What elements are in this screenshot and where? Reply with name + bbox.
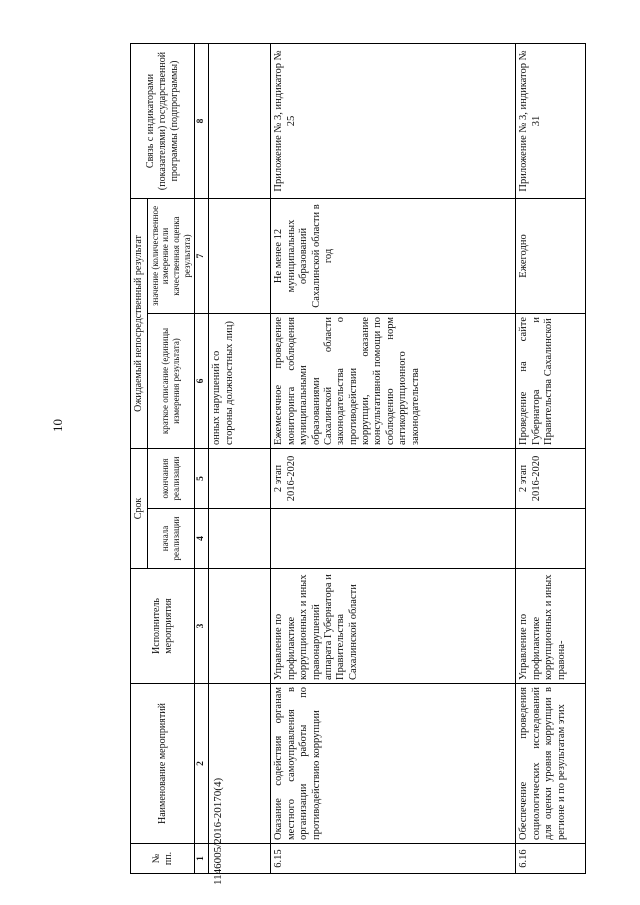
row-value: Не менее 12 муниципальных образований Сахалинской области в год [271,198,516,313]
header-result-value: значение (количественное измерение или качественная оценка результата) [147,198,194,313]
row-end [209,449,271,509]
row-value: Ежегодно [516,198,586,313]
header-num: № пп. [131,844,195,874]
row-value [209,198,271,313]
rotated-table-container [130,44,610,874]
row-start [209,509,271,569]
row-link: Приложение № 3, индикатор № 25 [271,43,516,198]
page-number: 10 [50,419,65,432]
row-num: 6.16 [516,844,586,874]
col-number: 4 [195,509,209,569]
measures-table [130,43,586,874]
header-name: Наименование мероприятий [131,684,195,844]
header-term-start: начала реализации [147,509,194,569]
col-number: 3 [195,569,209,684]
row-link: Приложение № 3, индикатор № 31 [516,43,586,198]
header-link: Связь с индикаторами (показателями) государственной программы (подпрограммы) [131,43,195,198]
table-row-6-15 [271,43,516,873]
row-name: Оказание содействия органам местного самоуправления в организации работы по противодействию коррупции [271,684,516,844]
table-row-6-16 [516,43,586,873]
row-desc: Проведение на сайте Губернатора и Правительства Сахалинской [516,314,586,449]
header-executor: Исполнитель мероприятия [131,569,195,684]
row-desc: Ежемесячное проведение мониторинга соблюдения муниципальными образованиями Сахалинской области законодательства о противодействии коррупции, оказание консультативной помощи по соблюдению норм антикоррупционного законодательства [271,314,516,449]
document-code: 1146005/2016-20170(4) [212,777,224,885]
header-row-1 [131,43,148,873]
row-num: 6.15 [271,844,516,874]
header-result: Ожидаемый непосредственный результат [131,198,148,448]
header-result-desc: краткое описание (единицы измерения результата) [147,314,194,449]
row-end: 2 этап 2016-2020 [271,449,516,509]
row-desc: онных нарушений со стороны должностных лиц) [209,314,271,449]
row-executor: Управление по профилактике коррупционных и иных правонарушений аппарата Губернатора и Правительства Сахалинской области [271,569,516,684]
row-executor: Управление по профилактике коррупционных и иных правона- [516,569,586,684]
col-number: 1 [195,844,209,874]
column-number-row [195,43,209,873]
col-number: 7 [195,198,209,313]
row-start [516,509,586,569]
table-row-continuation [209,43,271,873]
row-end: 2 этап 2016-2020 [516,449,586,509]
row-link [209,43,271,198]
col-number: 6 [195,314,209,449]
col-number: 8 [195,43,209,198]
col-number: 2 [195,684,209,844]
row-executor [209,569,271,684]
header-term: Срок [131,449,148,569]
col-number: 5 [195,449,209,509]
row-start [271,509,516,569]
row-name: Обеспечение проведения социологических исследований для оценки уровня коррупции в регионе и по результатам этих [516,684,586,844]
header-term-end: окончания реализации [147,449,194,509]
